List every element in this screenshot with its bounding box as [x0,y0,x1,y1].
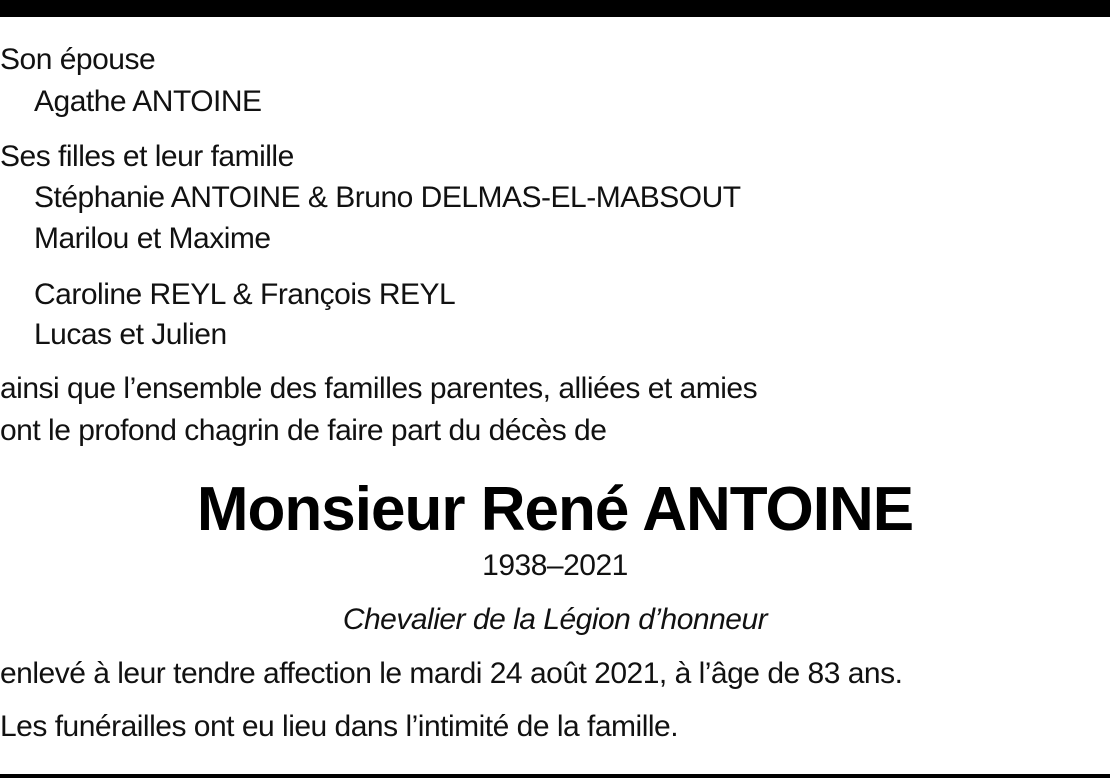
family1-couple: Stéphanie ANTOINE & Bruno DELMAS-EL-MABSOUT [34,181,741,214]
family2-couple: Caroline REYL & François REYL [34,278,456,311]
death-statement: enlevé à leur tendre affection le mardi 24 août 2021, à l’âge de 83 ans. [0,657,903,690]
honor-title: Chevalier de la Légion d’honneur [342,603,768,636]
family1-children: Marilou et Maxime [34,222,271,255]
funeral-statement: Les funérailles ont eu lieu dans l’intimité de la famille. [0,710,679,743]
deceased-name: Monsieur René ANTOINE [196,475,914,544]
spouse-name: Agathe ANTOINE [34,85,262,118]
spouse-heading: Son épouse [0,43,156,76]
relatives-line: ainsi que l’ensemble des familles parentes, alliées et amies [0,372,758,405]
top-border-rule [0,0,1110,17]
grief-statement: ont le profond chagrin de faire part du décès de [0,414,607,447]
life-years: 1938–2021 [482,549,628,582]
bottom-border-rule [0,774,1110,778]
daughters-heading: Ses filles et leur famille [0,140,294,173]
family2-children: Lucas et Julien [34,318,227,351]
